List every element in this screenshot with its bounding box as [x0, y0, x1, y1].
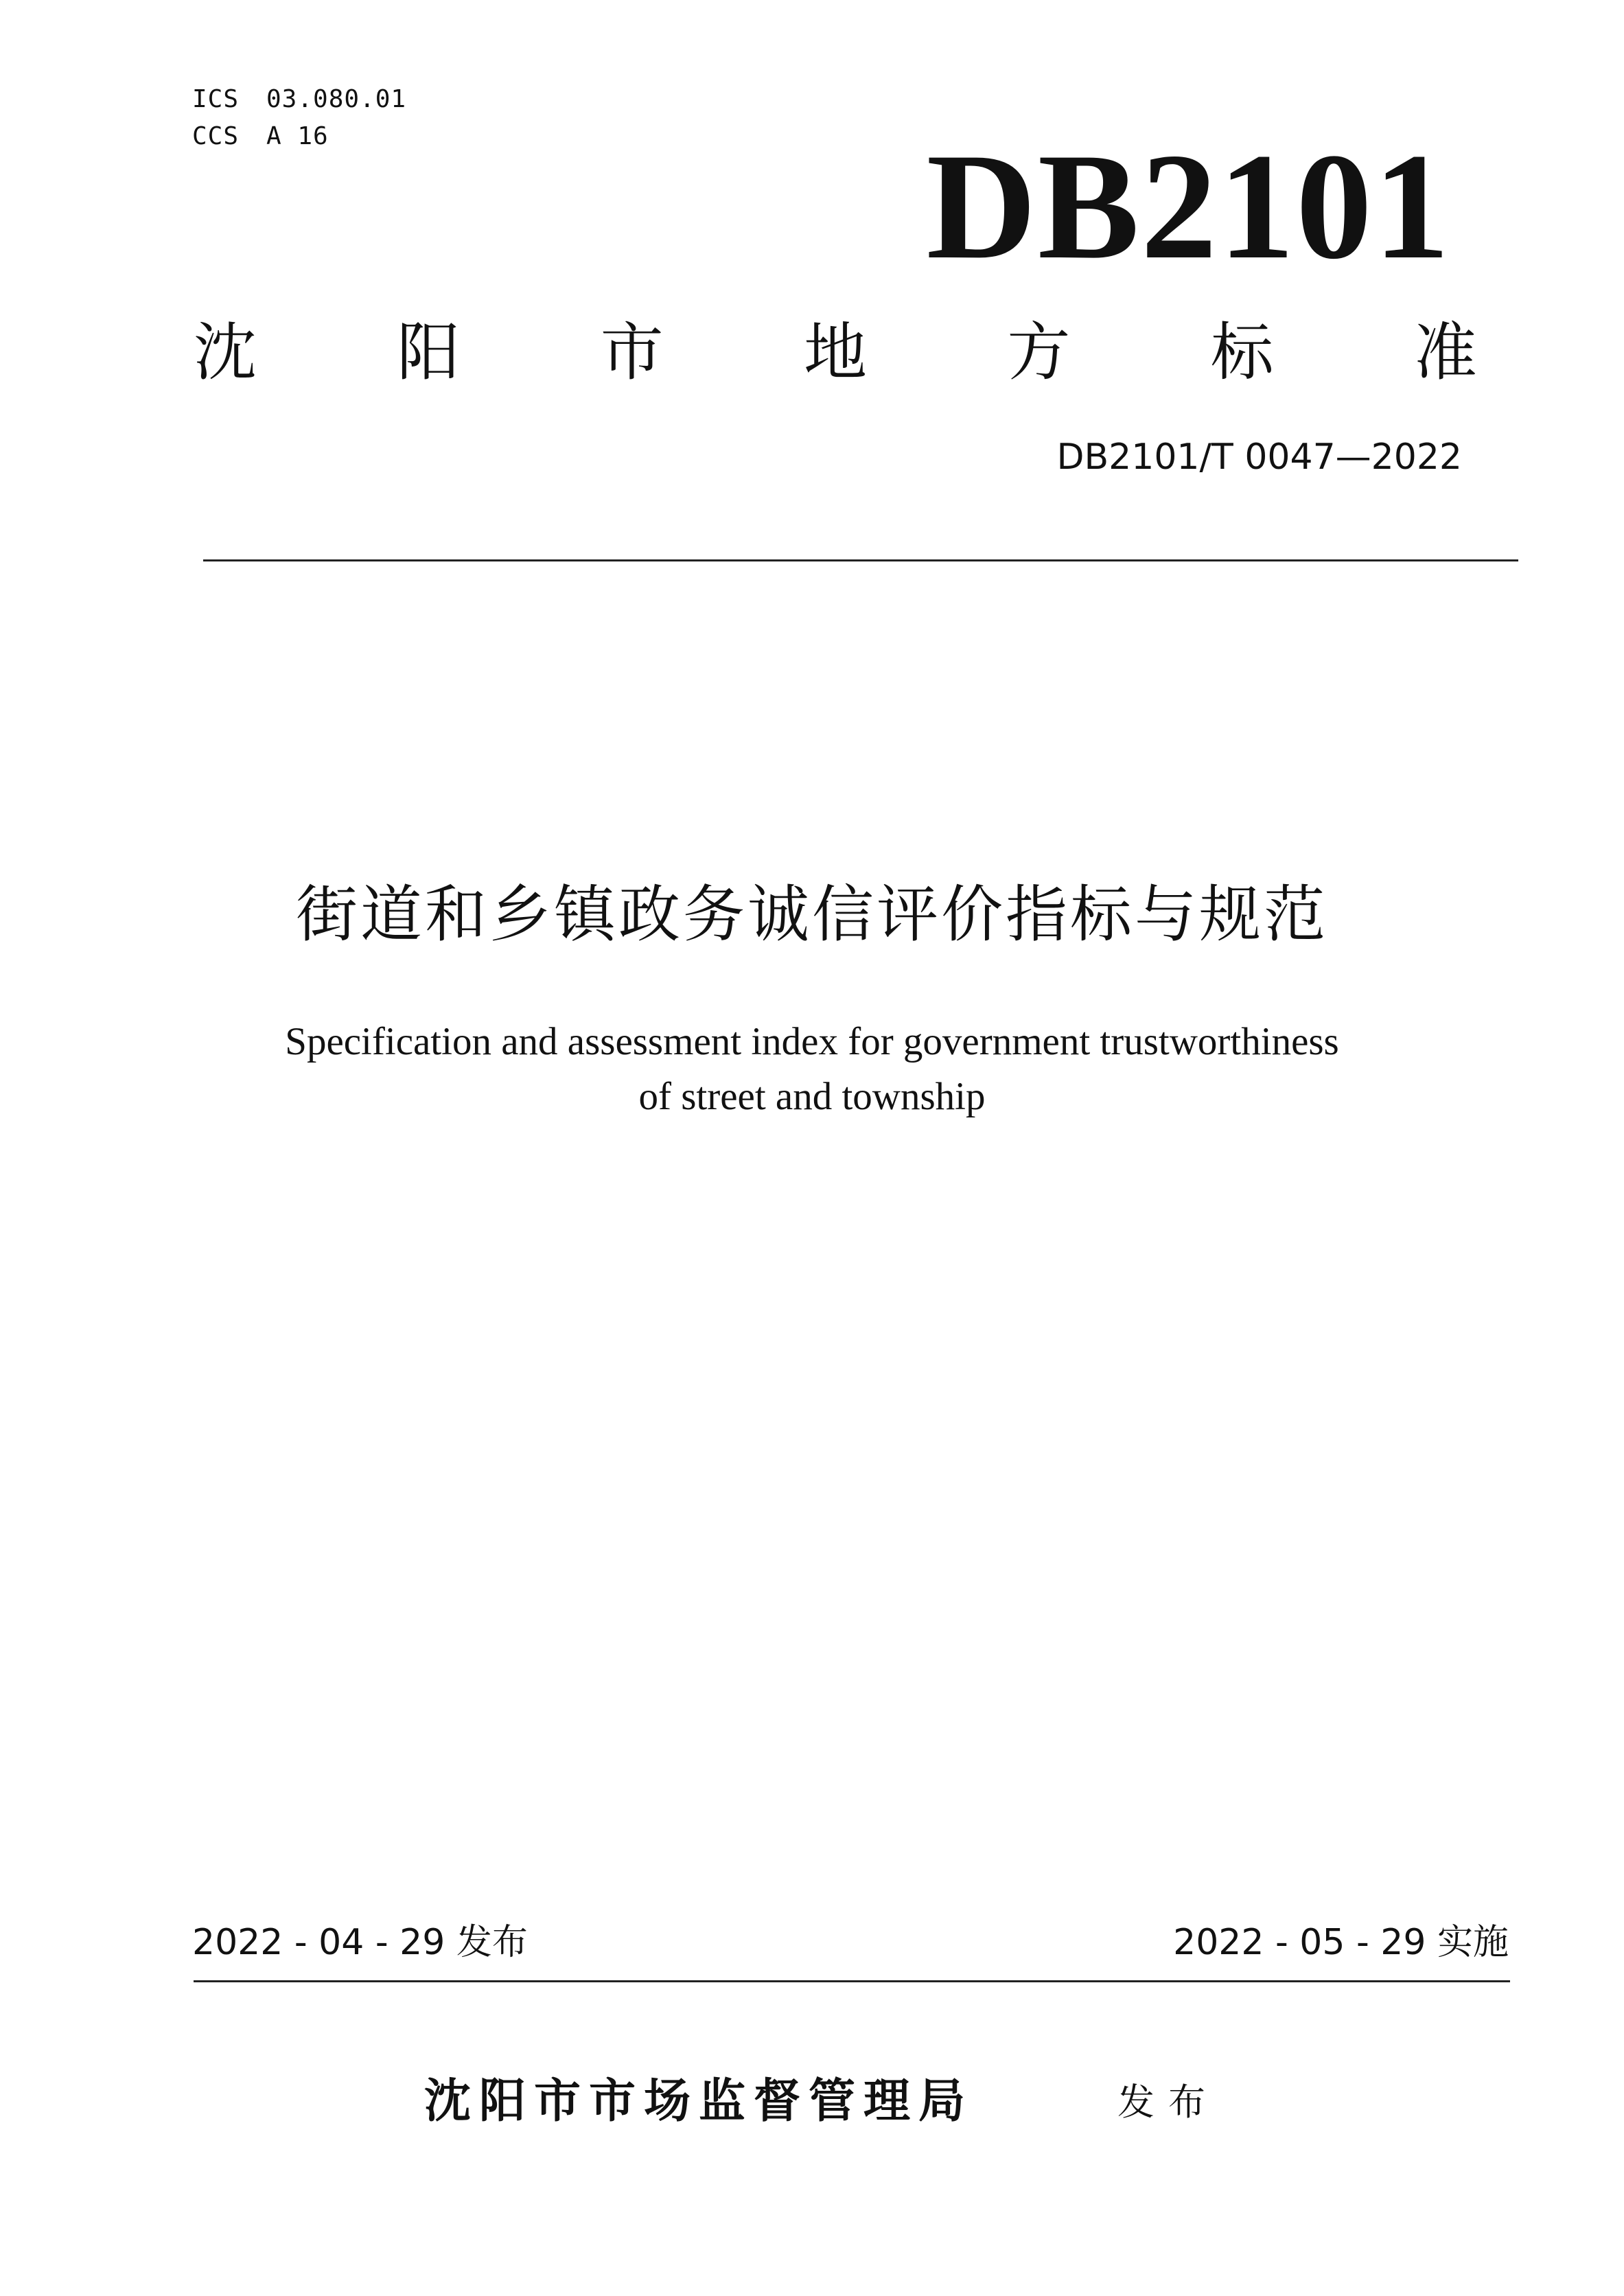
title-en-line-1: Specification and assessment index for government trustworthiness	[285, 1020, 1339, 1063]
classification-codes	[192, 81, 406, 155]
ccs-label: CCS	[192, 122, 240, 150]
standard-type-char: 市	[600, 316, 664, 389]
header-divider	[203, 559, 1518, 561]
standard-type-char: 准	[1413, 316, 1477, 389]
ccs-row	[192, 118, 406, 155]
publisher-name: 沈阳市市场监督管理局	[424, 2074, 974, 2129]
standard-type-char: 阳	[397, 316, 461, 389]
document-title-zh: 街道和乡镇政务诚信评价指标与规范	[296, 879, 1328, 951]
ics-label: ICS	[192, 85, 240, 113]
standard-type-heading	[194, 316, 1477, 389]
standard-type-char: 标	[1210, 316, 1274, 389]
footer-divider	[194, 1980, 1510, 1982]
standard-type-char: 沈	[194, 316, 257, 389]
issue-date: 2022 - 04 - 29 发布	[192, 1922, 528, 1963]
ccs-code: A 16	[266, 122, 329, 150]
standard-type-char: 方	[1007, 316, 1071, 389]
standard-mark: DB2101	[926, 122, 1451, 291]
document-title-en	[0, 1014, 1624, 1124]
implementation-date: 2022 - 05 - 29 实施	[1173, 1922, 1509, 1963]
standard-number: DB2101/T 0047—2022	[1056, 437, 1462, 478]
publisher-suffix: 发布	[1117, 2080, 1219, 2124]
standard-type-char: 地	[803, 316, 867, 389]
ics-code: 03.080.01	[266, 85, 407, 113]
ics-row	[192, 81, 406, 118]
title-en-line-2: of street and township	[638, 1075, 986, 1118]
